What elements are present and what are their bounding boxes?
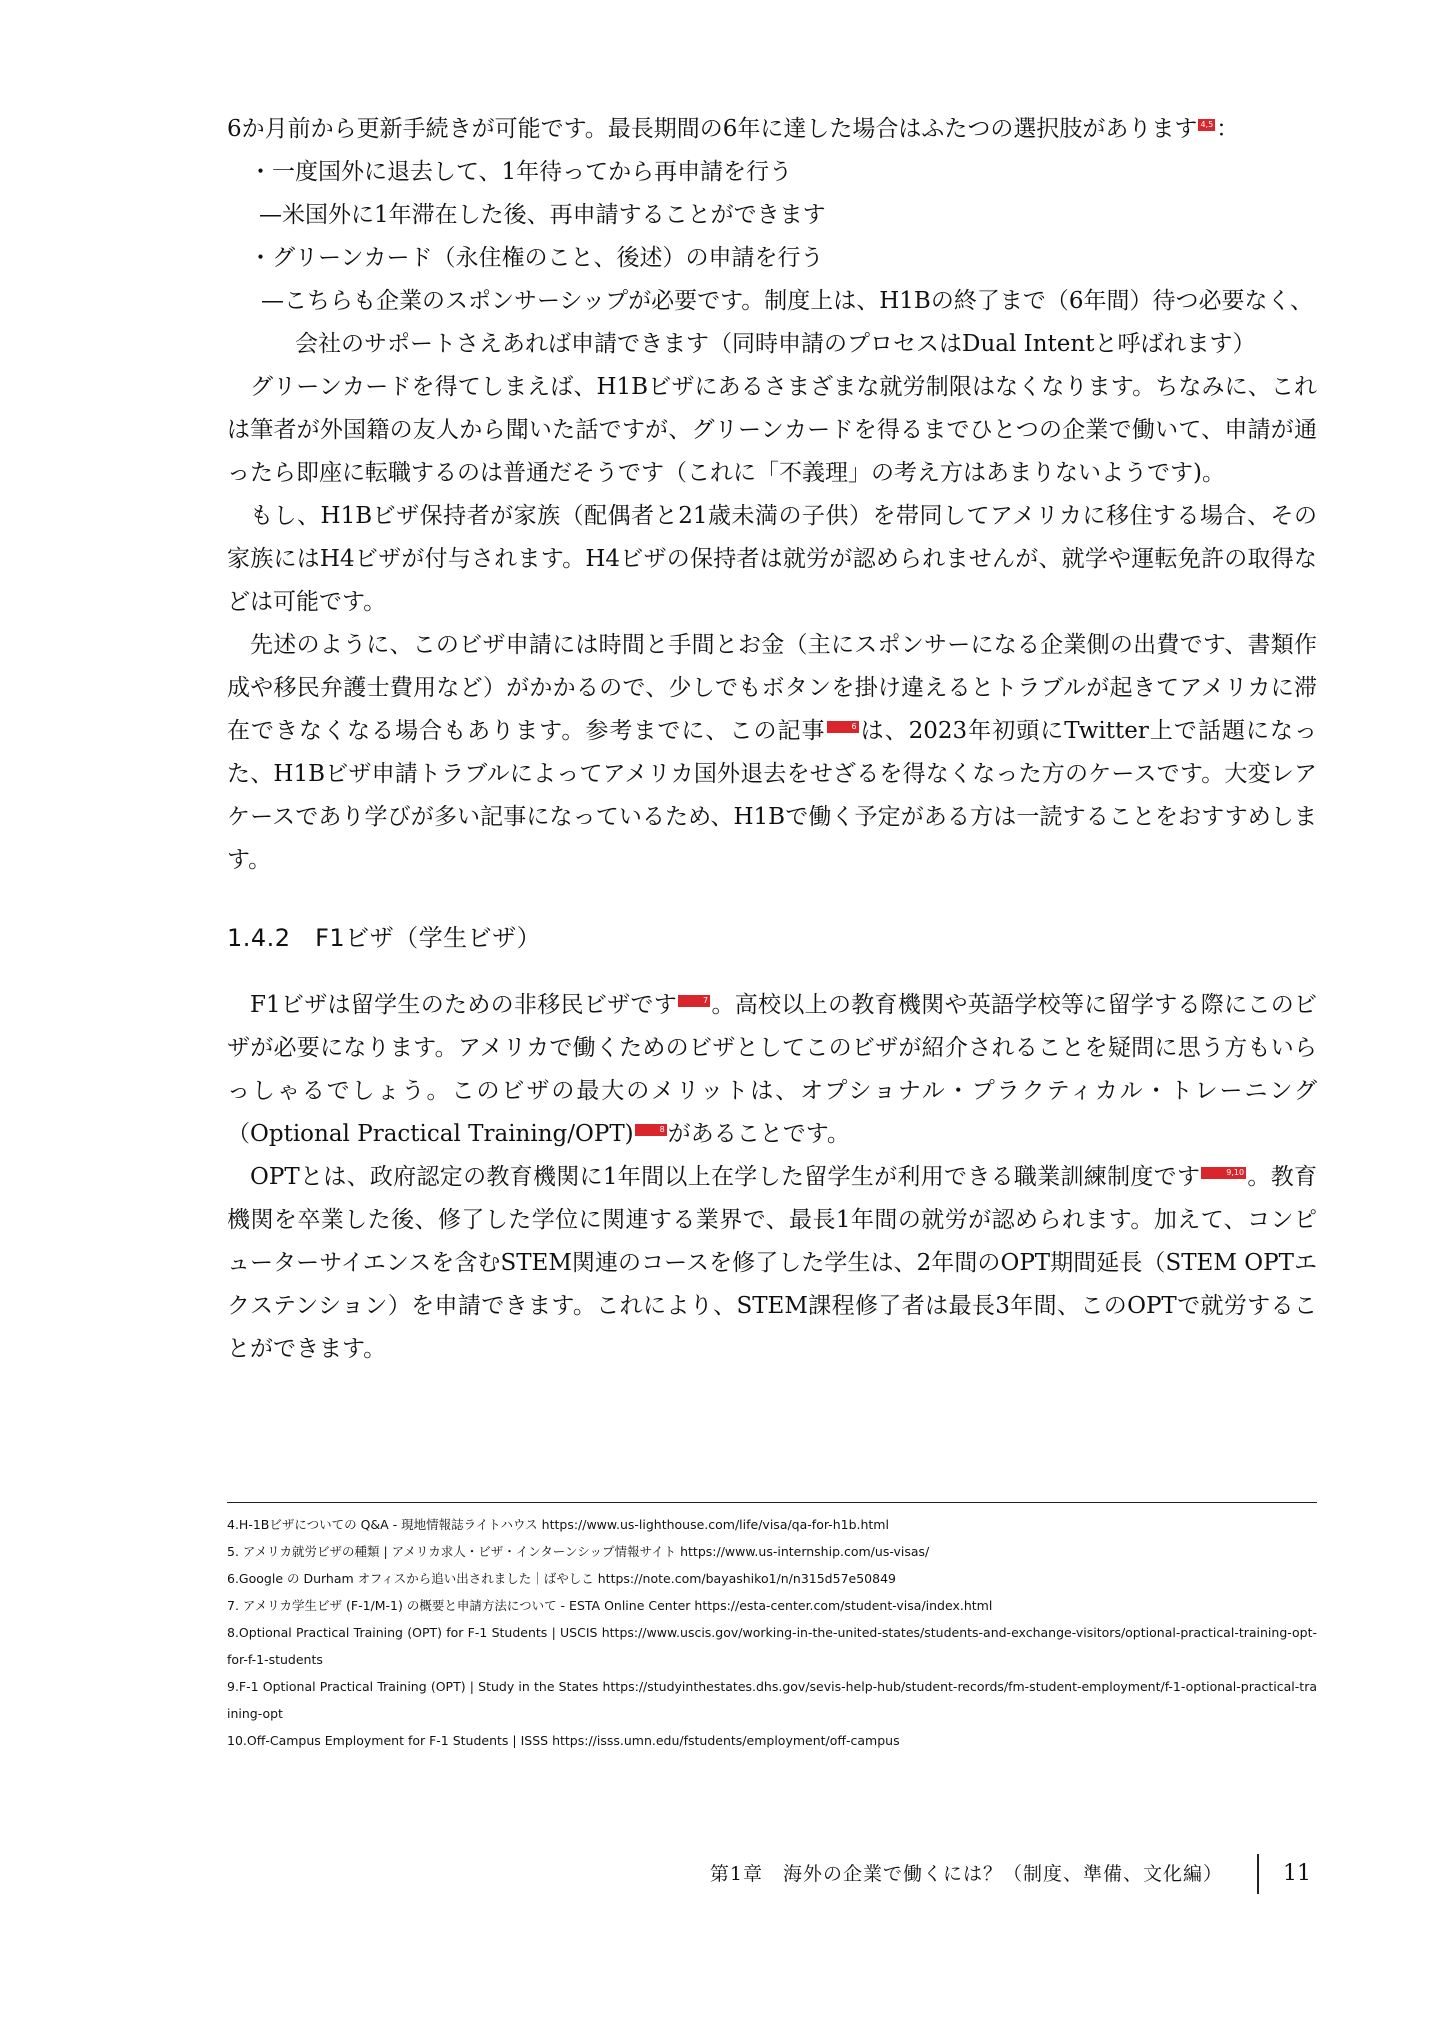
- footnote-marker[interactable]: 7: [678, 995, 710, 1007]
- footnotes: [227, 1502, 1317, 1754]
- footnote: 10.Off-Campus Employment for F-1 Students | ISSS https://isss.umn.edu/fstudents/employment/off-campus: [227, 1733, 900, 1748]
- bullet-item: ・グリーンカード（永住権のこと、後述）の申請を行う: [249, 245, 824, 271]
- paragraph-text: F1ビザは留学生のための非移民ビザです: [250, 992, 678, 1018]
- bullet-subitem: —こちらも企業のスポンサーシップが必要です。制度上は、H1Bの終了まで（6年間）待つ必要なく、会社のサポートさえあれば申請できます（同時申請のプロセスはDual Intentと呼ばれます）: [261, 288, 1314, 357]
- paragraph-text: ：: [1216, 116, 1240, 142]
- footnote-marker[interactable]: 6: [827, 721, 859, 733]
- paragraph-opt: [227, 1156, 1317, 1371]
- bullet-subitem: —米国外に1年滞在した後、再申請することができます: [259, 202, 826, 228]
- footnote-marker[interactable]: 8: [635, 1124, 667, 1136]
- paragraph-text: があることです。: [667, 1121, 850, 1147]
- paragraph-family: もし、H1Bビザ保持者が家族（配偶者と21歳未満の子供）を帯同してアメリカに移住する場合、その家族にはH4ビザが付与されます。H4ビザの保持者は就労が認められませんが、就学や運転免許の取得などは可能です。: [227, 503, 1317, 615]
- page-number: 11: [1283, 1861, 1311, 1886]
- section-heading: 1.4.2 F1ビザ（学生ビザ）: [227, 924, 542, 952]
- paragraph-trouble: [227, 624, 1317, 882]
- footer-divider: [1257, 1854, 1259, 1894]
- paragraph-text: は、2023年初頭にTwitter上で話題になった、H1Bビザ申請トラブルによってアメリカ国外退去をせざるを得なくなった方のケースです。大変レアケースであり学びが多い記事になっているため、H1Bで働く予定がある方は一読することをおすすめします。: [227, 718, 1317, 873]
- paragraph-text: 。高校以上の教育機関や英語学校等に留学する際にこのビザが必要になります。アメリカで働くためのビザとしてこのビザが紹介されることを疑問に思う方もいらっしゃるでしょう。このビザの最大のメリットは、オプショナル・プラクティカル・トレーニング（Optional Practical Training/OPT): [227, 992, 1318, 1147]
- paragraph-f1: [227, 984, 1317, 1156]
- bullet-item: ・一度国外に退去して、1年待ってから再申請を行う: [249, 159, 793, 185]
- paragraph-greencard: グリーンカードを得てしまえば、H1Bビザにあるさまざまな就労制限はなくなります。ちなみに、これは筆者が外国籍の友人から聞いた話ですが、グリーンカードを得るまでひとつの企業で働いて、申請が通ったら即座に転職するのは普通だそうです（これに「不義理」の考え方はあまりないようです)。: [227, 374, 1317, 486]
- main-text: [227, 108, 1317, 1371]
- footnote: 7. アメリカ学生ビザ (F-1/M-1) の概要と申請方法について - ESTA Online Center https://esta-center.com/student-visa/index.html: [227, 1598, 993, 1613]
- footnote: 9.F-1 Optional Practical Training (OPT) | Study in the States https://studyinthestates.dhs.gov/sevis-help-hub/student-records/fm-student-employment/f-1-optional-practical-training-opt: [227, 1679, 1317, 1721]
- paragraph-intro: [227, 108, 1317, 151]
- footnote: 4.H-1Bビザについての Q&A - 現地情報誌ライトハウス https://www.us-lighthouse.com/life/visa/qa-for-h1b.html: [227, 1517, 889, 1532]
- footnote: 5. アメリカ就労ビザの種類 | アメリカ求人・ビザ・インターンシップ情報サイト https://www.us-internship.com/us-visas/: [227, 1544, 930, 1559]
- paragraph-text: 先述のように、このビザ申請には時間と手間とお金（主にスポンサーになる企業側の出費です、書類作成や移民弁護士費用など）がかかるので、少しでもボタンを掛け違えるとトラブルが起きてアメリカに滞在できなくなる場合もあります。参考までに、この記事: [227, 632, 1317, 744]
- chapter-title: 第1章 海外の企業で働くには？（制度、準備、文化編）: [709, 1863, 1223, 1885]
- footnote: 6.Google の Durham オフィスから追い出されました｜ばやしこ https://note.com/bayashiko1/n/n315d57e50849: [227, 1571, 896, 1586]
- page-footer: [0, 1854, 1433, 1894]
- paragraph-text: OPTとは、政府認定の教育機関に1年間以上在学した留学生が利用できる職業訓練制度です: [250, 1164, 1201, 1190]
- paragraph-text: 。教育機関を卒業した後、修了した学位に関連する業界で、最長1年間の就労が認められます。加えて、コンピューターサイエンスを含むSTEM関連のコースを修了した学生は、2年間のOPT期間延長（STEM OPTエクステンション）を申請できます。これにより、STEM課程修了者は最長3年間、このOPTで就労することができます。: [227, 1164, 1318, 1362]
- footnote-marker[interactable]: 4,5: [1200, 120, 1214, 130]
- footnote-marker[interactable]: 9,10: [1201, 1167, 1246, 1179]
- paragraph-text: 6か月前から更新手続きが可能です。最長期間の6年に達した場合はふたつの選択肢があります: [227, 116, 1198, 142]
- footnote: 8.Optional Practical Training (OPT) for F-1 Students | USCIS https://www.uscis.gov/working-in-the-united-states/students-and-exchange-visitors/optional-practical-training-opt-for-f-1-students: [227, 1625, 1317, 1667]
